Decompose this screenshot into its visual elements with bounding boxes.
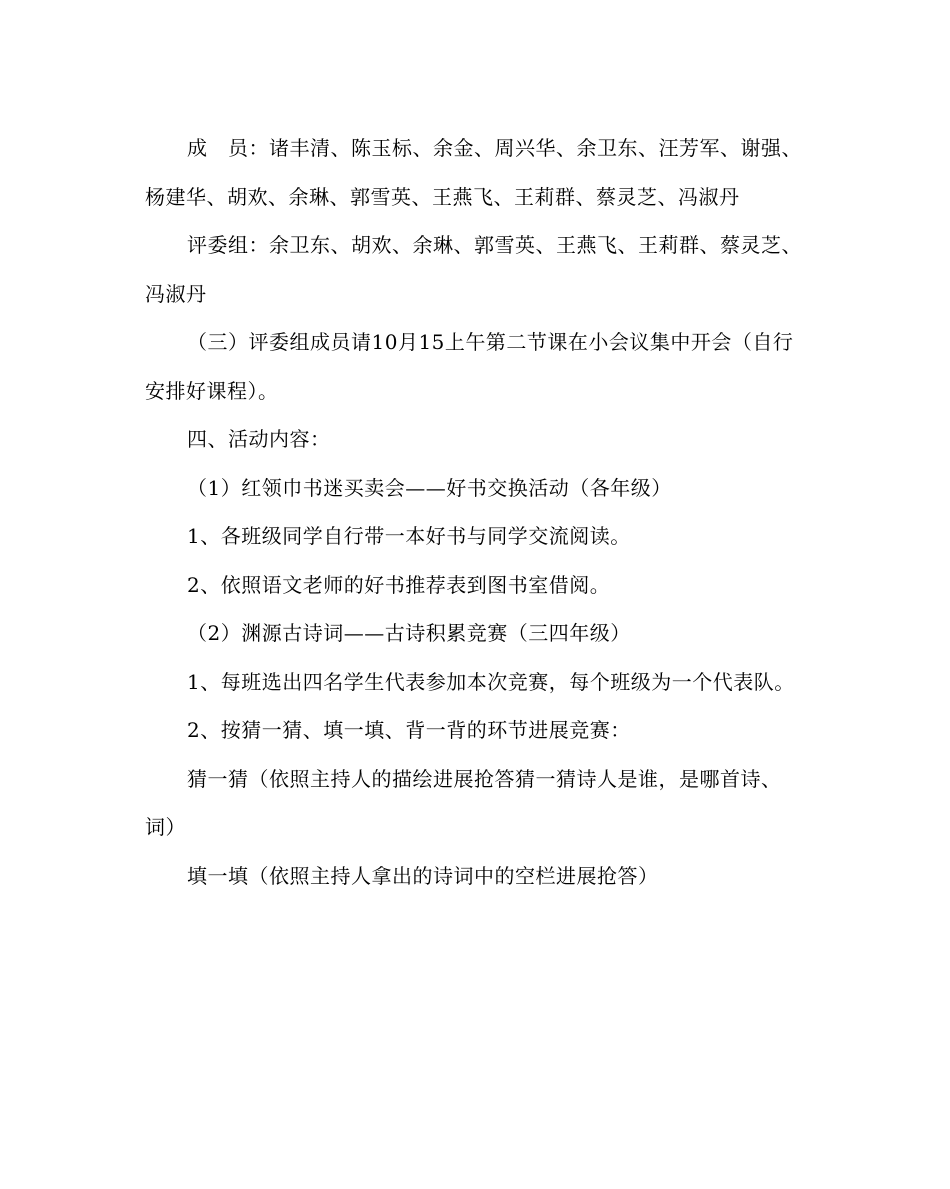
activity-1-item-1: 1、各班级同学自行带一本好书与同学交流阅读。 <box>187 524 631 548</box>
activity-2-heading: （2）渊源古诗词——古诗积累竞赛（三四年级） <box>187 621 631 645</box>
activity-1-item-2: 2、依照语文老师的好书推荐表到图书室借阅。 <box>187 572 611 597</box>
meeting-notice-paragraph: （三）评委组成员请10月15上午第二节课在小会议集中开会（自行安排好课程）。 <box>145 330 794 403</box>
activity-2-item-2: 2、按猜一猜、填一填、背一背的环节进展竞赛： <box>187 718 631 742</box>
section-heading-activities: 四、活动内容： <box>187 427 331 451</box>
guess-round-paragraph: 猜一猜（依照主持人的描绘进展抢答猜一猜诗人是谁，是哪首诗、词） <box>145 766 782 839</box>
fill-round-paragraph: 填一填（依照主持人拿出的诗词中的空栏进展抢答） <box>187 863 659 888</box>
document-body <box>145 124 805 900</box>
members-paragraph: 成 员：诸丰清、陈玉标、余金、周兴华、余卫东、汪芳军、谢强、杨建华、胡欢、余琳、郭雪英、王燕飞、王莉群、蔡灵芝、冯淑丹 <box>145 136 802 209</box>
judges-paragraph: 评委组：余卫东、胡欢、余琳、郭雪英、王燕飞、王莉群、蔡灵芝、冯淑丹 <box>145 233 802 306</box>
activity-1-heading: （1）红领巾书迷买卖会——好书交换活动（各年级） <box>187 475 672 500</box>
activity-2-item-1: 1、每班选出四名学生代表参加本次竞赛，每个班级为一个代表队。 <box>187 669 795 694</box>
